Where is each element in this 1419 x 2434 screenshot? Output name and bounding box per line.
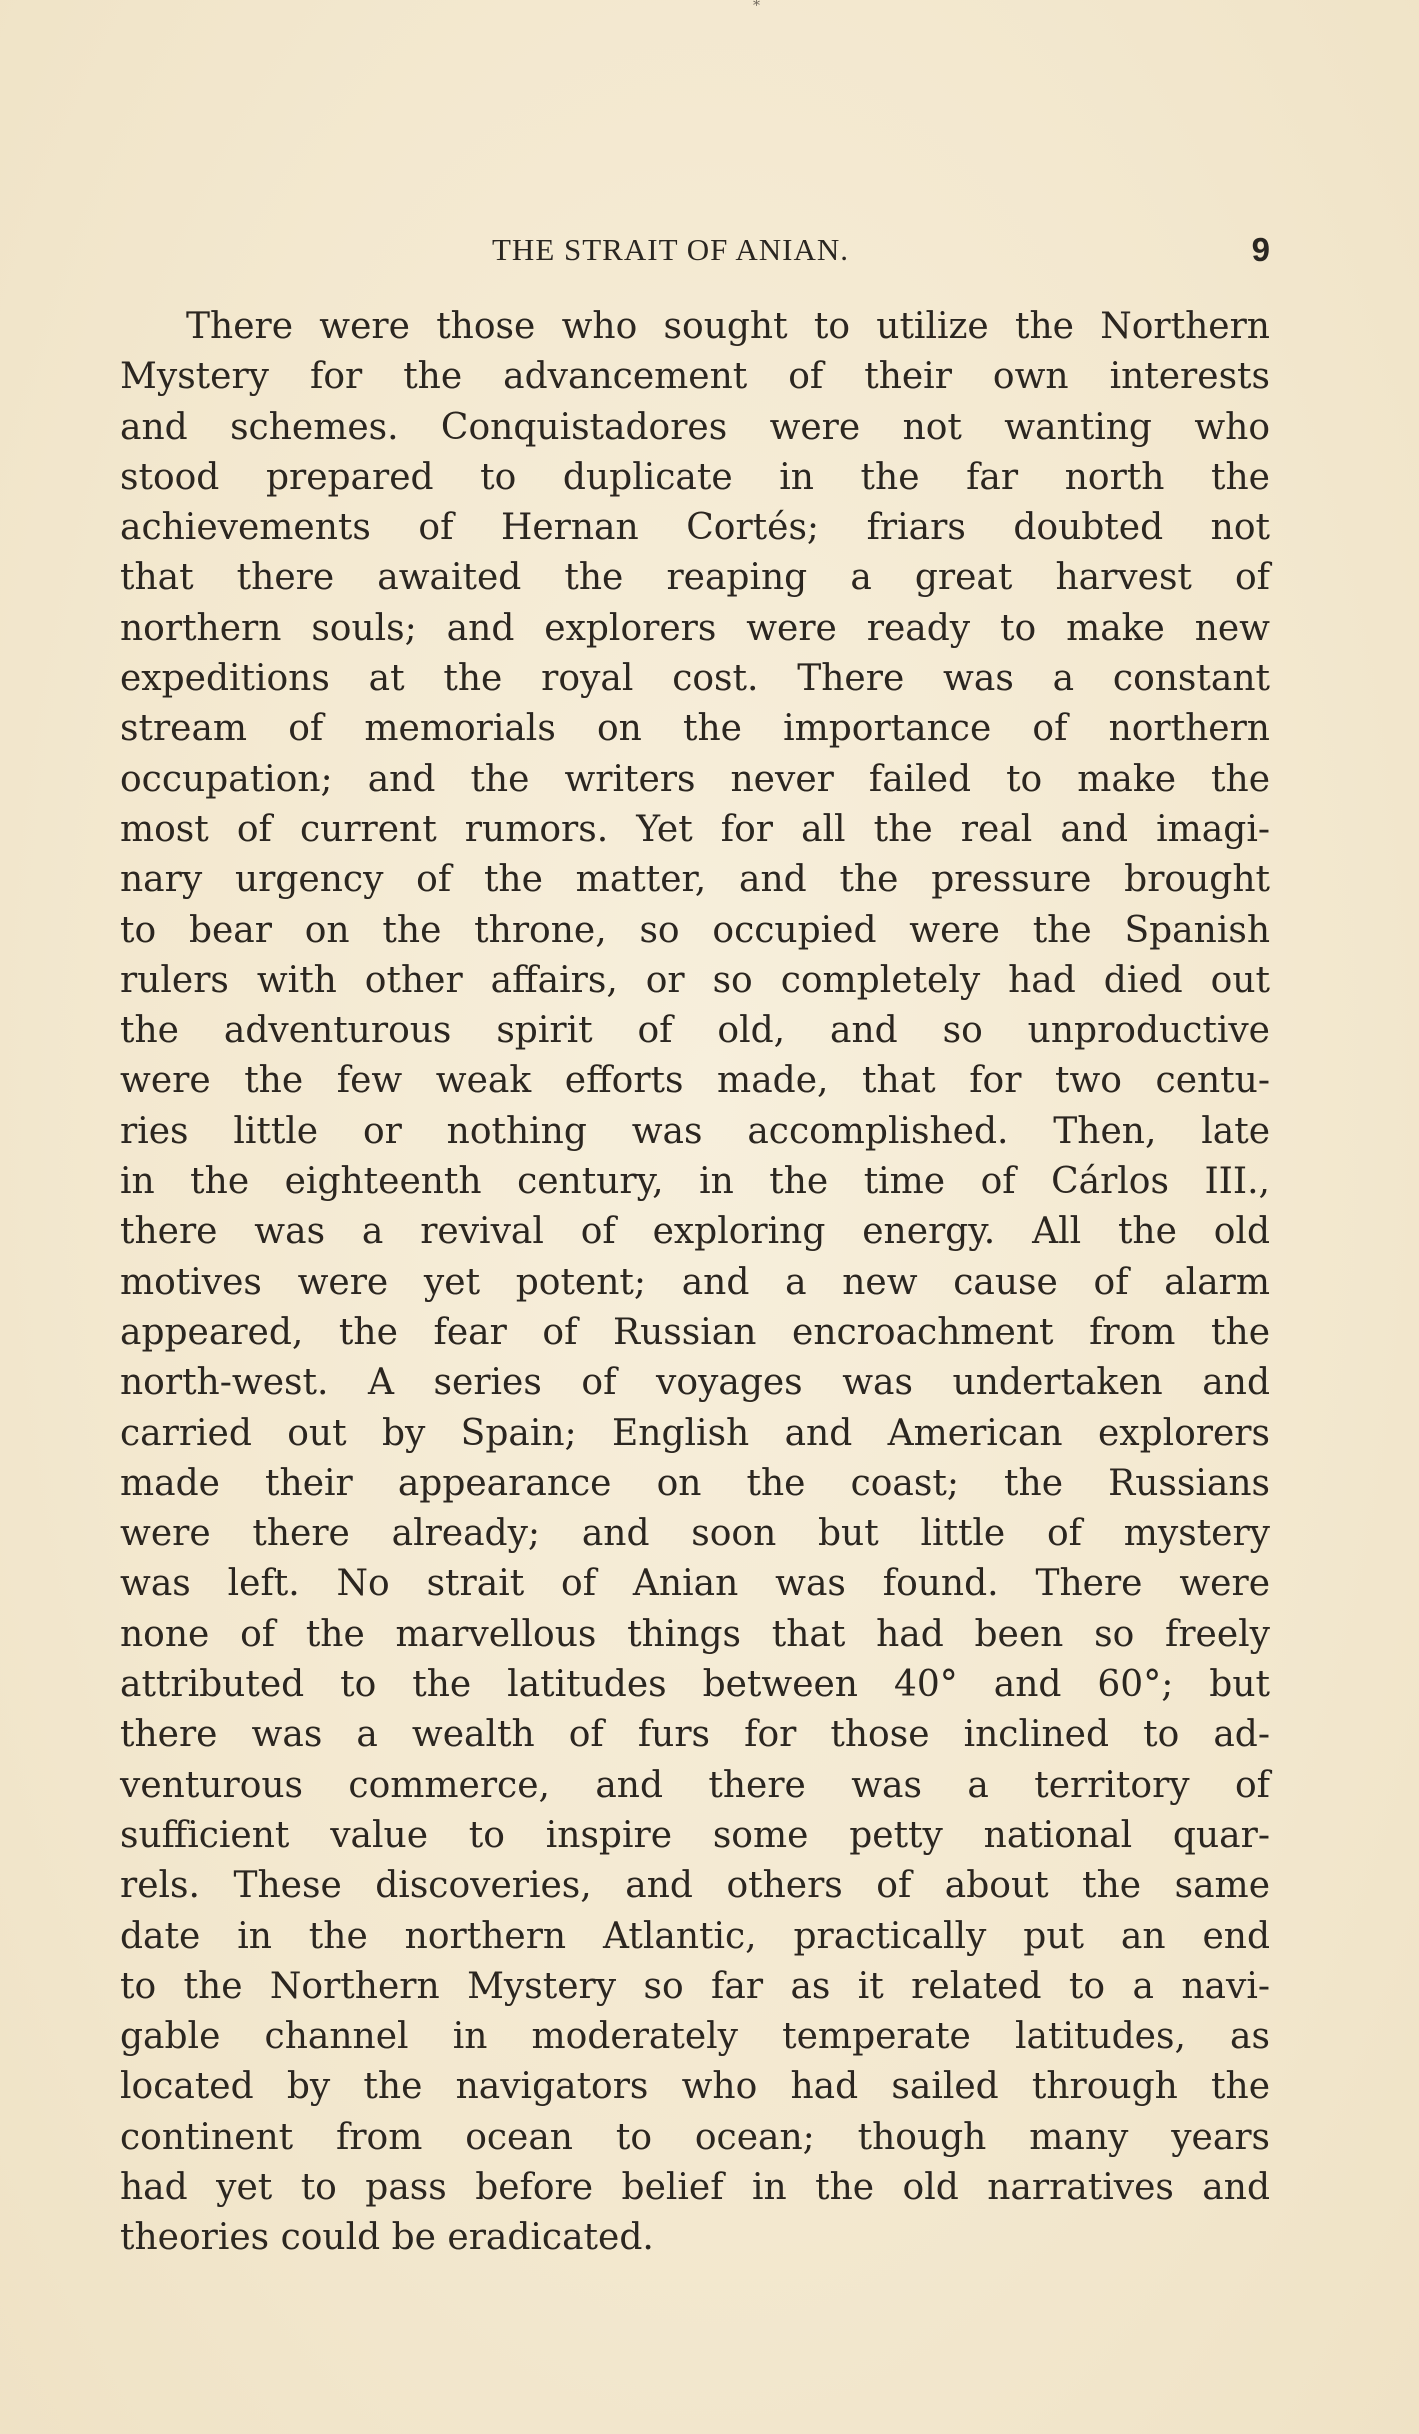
text-line: ries little or nothing was accomplished. Then, late	[120, 1110, 1270, 1152]
text-line: achievements of Hernan Cortés; friars doubted not	[120, 507, 1270, 549]
text-line: was left. No strait of Anian was found. There were	[120, 1563, 1270, 1605]
text-line: were the few weak efforts made, that for two centu-	[120, 1060, 1270, 1102]
text-line: stream of memorials on the importance of northern	[120, 708, 1270, 750]
text-line: There were those who sought to utilize the Northern	[186, 306, 1270, 347]
text-line: and schemes. Conquistadores were not wanting who	[120, 406, 1270, 448]
text-line: occupation; and the writers never failed to make the	[120, 758, 1270, 800]
text-line: had yet to pass before belief in the old narratives and	[120, 2166, 1270, 2208]
text-line: there was a wealth of furs for those inclined to ad-	[120, 1714, 1270, 1756]
running-head: THE STRAIT OF ANIAN.	[492, 232, 849, 267]
text-line: motives were yet potent; and a new cause of alarm	[120, 1261, 1270, 1303]
text-line: gable channel in moderately temperate latitudes, as	[120, 2016, 1270, 2058]
text-line: to bear on the throne, so occupied were the Spanish	[120, 909, 1270, 951]
text-line: to the Northern Mystery so far as it related to a navi-	[120, 1965, 1270, 2007]
text-line: stood prepared to duplicate in the far north the	[120, 456, 1270, 498]
text-line: there was a revival of exploring energy. All the old	[120, 1211, 1270, 1253]
text-line: theories could be eradicated.	[120, 2217, 654, 2259]
page-number: 9	[1251, 231, 1270, 268]
text-line: nary urgency of the matter, and the pressure brought	[120, 859, 1270, 901]
text-line: north-west. A series of voyages was undertaken and	[120, 1362, 1270, 1404]
text-line: attributed to the latitudes between 40° and 60°; but	[120, 1664, 1270, 1706]
text-line: made their appearance on the coast; the Russians	[120, 1462, 1270, 1504]
text-line: northern souls; and explorers were ready to make new	[120, 607, 1270, 649]
text-line: expeditions at the royal cost. There was a constant	[120, 658, 1270, 700]
text-line: rels. These discoveries, and others of about the same	[120, 1865, 1270, 1907]
body-paragraph	[120, 302, 1270, 2264]
text-line: most of current rumors. Yet for all the real and imagi-	[120, 808, 1270, 850]
text-line: rulers with other affairs, or so completely had died out	[120, 959, 1270, 1001]
text-line: appeared, the fear of Russian encroachment from the	[120, 1311, 1270, 1353]
text-line: sufficient value to inspire some petty national quar-	[120, 1814, 1270, 1856]
page-header	[120, 228, 1270, 272]
text-line: carried out by Spain; English and American explorers	[120, 1412, 1270, 1454]
text-line: located by the navigators who had sailed through the	[120, 2066, 1270, 2108]
text-line: in the eighteenth century, in the time of Cárlos III.,	[120, 1161, 1270, 1203]
text-line: that there awaited the reaping a great harvest of	[120, 557, 1270, 599]
text-line: Mystery for the advancement of their own interests	[120, 356, 1270, 398]
text-line: venturous commerce, and there was a territory of	[120, 1764, 1270, 1806]
text-line: none of the marvellous things that had been so freely	[120, 1613, 1270, 1655]
text-line: were there already; and soon but little of mystery	[120, 1513, 1270, 1555]
text-line: continent from ocean to ocean; though many years	[120, 2116, 1270, 2158]
text-line: date in the northern Atlantic, practically put an end	[120, 1915, 1270, 1957]
top-mark: *	[753, 0, 760, 14]
text-line: the adventurous spirit of old, and so unproductive	[120, 1010, 1270, 1052]
